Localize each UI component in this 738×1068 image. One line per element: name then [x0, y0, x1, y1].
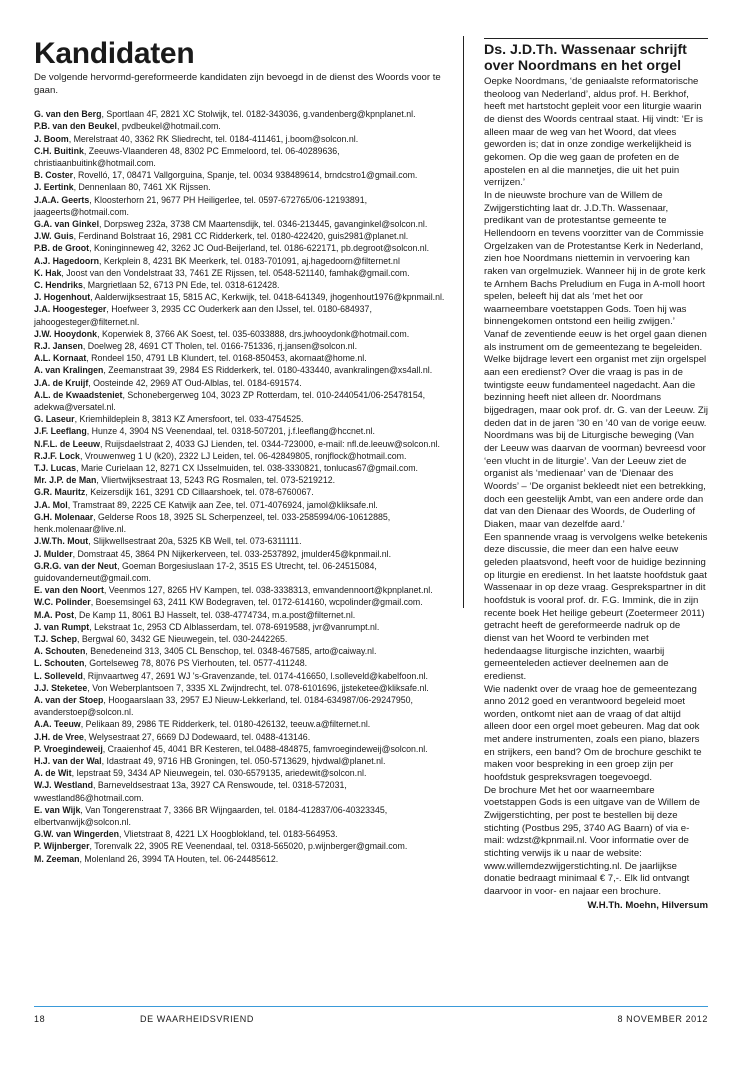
- candidate-details: , Rondeel 150, 4791 LB Klundert, tel. 0168-850453, akornaat@home.nl.: [86, 353, 367, 364]
- candidate-details: , Koninginneweg 42, 3262 JC Oud-Beijerland, tel. 0186-622171, pb.degroot@solcon.nl.: [89, 243, 430, 254]
- candidate-name: N.F.L. de Leeuw: [34, 438, 100, 449]
- candidate-details: , Vliertwijksestraat 13, 5243 RG Rosmalen, tel. 073-5219212.: [96, 475, 336, 486]
- candidate-name: R.J.F. Lock: [34, 450, 80, 461]
- article-author: W.H.Th. Moehn, Hilversum: [587, 899, 708, 911]
- candidate-entry: [34, 743, 448, 755]
- candidate-name: J.H. de Vree: [34, 731, 84, 742]
- article-title: Ds. J.D.Th. Wassenaar schrijft over Noordmans en het orgel: [484, 38, 708, 74]
- article-paragraph: Wie nadenkt over de vraag hoe de gemeentezang anno 2012 goed en verantwoord begeleid moet worden, ontkomt niet aan de vraag of dat altijd alleen door een orgel moet gebeuren. Mag dat ook met andere instrumenten, zoals een piano, blazers en strijkers, een band? Om de brochure geschikt te maken voor bespreking in een groep zijn per hoofdstuk gespreksvragen toegevoegd.: [484, 683, 702, 784]
- candidate-details: , Idastraat 49, 9716 HB Groningen, tel. 050-5713629, hjvdwal@planet.nl.: [101, 755, 386, 766]
- candidates-column: [34, 38, 448, 865]
- candidate-details: , Aalderwijksestraat 15, 5815 AC, Kerkwijk, tel. 0418-641349, jhogenhout1976@kpnmail.nl.: [90, 292, 445, 303]
- candidate-details: , Koperwiek 8, 3766 AK Soest, tel. 035-6033888, drs.jwhooydonk@hotmail.com.: [97, 328, 410, 339]
- candidate-entry: [34, 645, 448, 657]
- candidate-details: , Rijnvaartweg 47, 2691 WJ 's-Gravenzande, tel. 0174-416650, l.solleveld@kabelfoon.nl.: [82, 670, 428, 681]
- candidate-name: J.W. Hooydonk: [34, 328, 98, 339]
- candidate-entry: [34, 596, 448, 608]
- candidate-name: M.A. Post: [34, 609, 75, 620]
- candidate-details: , Ruijsdaelstraat 2, 4033 GJ Lienden, tel. 0344-723000, e-mail: nfl.de.leeuw@solcon.nl.: [100, 438, 440, 449]
- candidate-entry: [34, 755, 448, 767]
- candidate-entry: [34, 548, 448, 560]
- candidate-details: , Kloosterhorn 21, 9677 PH Heiligerlee, tel. 0597-672765/06-12193891, jaageerts@hotmail.com.: [34, 194, 368, 217]
- candidate-entry: [34, 340, 448, 352]
- candidate-entry: [34, 767, 448, 779]
- candidate-entry: [34, 657, 448, 669]
- candidate-entry: [34, 694, 448, 718]
- candidate-details: , Hoogaarslaan 33, 2957 EJ Nieuw-Lekkerland, tel. 0184-634987/06-29247950, avanderstoep@solcon.nl.: [34, 694, 413, 718]
- candidate-details: , Dorpsweg 232a, 3738 CM Maartensdijk, tel. 0346-213445, gavanginkel@solcon.nl.: [99, 219, 428, 230]
- candidate-entry: [34, 364, 448, 376]
- candidate-entry: [34, 853, 448, 865]
- article-body: [484, 76, 708, 899]
- candidate-name: Mr. J.P. de Man: [34, 475, 97, 486]
- candidate-entry: [34, 499, 448, 511]
- candidate-entry: [34, 731, 448, 743]
- candidate-details: , Merelstraat 40, 3362 RK Sliedrecht, tel. 0184-411461, j.boom@solcon.nl.: [68, 133, 359, 144]
- candidate-details: , Iepstraat 59, 3434 AP Nieuwegein, tel. 030-6579135, ariedewit@solcon.nl.: [71, 768, 367, 779]
- candidate-name: A.J. Hagedoorn: [34, 255, 100, 266]
- candidate-entry: [34, 584, 448, 596]
- candidate-details: , Rovelló, 17, 08471 Vallgorguina, Spanje, tel. 0034 938489614, brndcstro1@gmail.com.: [73, 170, 418, 181]
- candidate-details: , Kriemhildeplein 8, 3813 KZ Amersfoort, tel. 033-4754525.: [74, 414, 304, 425]
- candidate-entry: [34, 218, 448, 230]
- candidate-details: , Zeeuws-Vlaanderen 48, 8302 PC Emmeloord, tel. 06-40289636, christiaanbuitink@hotmail.com.: [34, 145, 340, 168]
- candidate-details: , Van Tongerenstraat 7, 3366 BR Wijngaarden, tel. 0184-412837/06-40323345, elbertvanwijk@solcon.nl.: [34, 804, 388, 827]
- candidate-entry: [34, 303, 448, 327]
- candidate-entry: [34, 194, 448, 218]
- candidate-entry: [34, 169, 448, 181]
- candidate-name: G.R.G. van der Neut: [34, 560, 118, 571]
- candidate-details: , Keizersdijk 161, 3291 CD Cillaarshoek, tel. 078-6760067.: [85, 487, 314, 498]
- candidate-name: J. Hogenhout: [34, 292, 91, 303]
- candidate-details: , Veenmos 127, 8265 HV Kampen, tel. 038-3338313, emvandennoort@kpnplanet.nl.: [103, 585, 433, 596]
- candidate-name: G. van den Berg: [34, 109, 102, 120]
- candidate-entry: [34, 840, 448, 852]
- candidate-name: T.J. Lucas: [34, 463, 77, 474]
- candidate-entry: [34, 108, 448, 120]
- candidate-name: P. Vroegindeweij: [34, 743, 103, 754]
- candidate-entry: [34, 328, 448, 340]
- candidate-name: W.C. Polinder: [34, 597, 91, 608]
- candidate-name: P.B. de Groot: [34, 243, 90, 254]
- candidate-entry: [34, 413, 448, 425]
- candidate-name: A. van Kralingen: [34, 365, 104, 376]
- candidate-list: [34, 108, 448, 865]
- candidate-entry: [34, 560, 448, 584]
- candidate-entry: [34, 279, 448, 291]
- candidate-name: J. Mulder: [34, 548, 73, 559]
- candidate-name: M. Zeeman: [34, 853, 80, 864]
- candidate-name: G. Laseur: [34, 414, 75, 425]
- candidate-details: , Pelikaan 89, 2986 TE Ridderkerk, tel. 0180-426132, teeuw.a@filternet.nl.: [80, 719, 371, 730]
- candidate-details: , Tramstraat 89, 2225 CE Katwijk aan Zee, tel. 071-4076924, jamol@kliksafe.nl.: [67, 499, 378, 510]
- candidate-details: , Vlietstraat 8, 4221 LX Hoogblokland, tel. 0183-564953.: [118, 829, 338, 840]
- article-column: [484, 38, 708, 912]
- candidates-intro: De volgende hervormd-gereformeerde kandidaten zijn bevoegd in de dienst des Woords voor te gaan.: [34, 72, 441, 96]
- candidate-entry: [34, 242, 448, 254]
- candidate-entry: [34, 633, 448, 645]
- candidate-entry: [34, 133, 448, 145]
- candidate-name: A. van der Stoep: [34, 694, 104, 705]
- candidate-entry: [34, 438, 448, 450]
- candidate-details: , Torenvalk 22, 3905 RE Veenendaal, tel. 0318-565020, p.wijnberger@gmail.com.: [89, 841, 408, 852]
- candidate-details: , Doelweg 28, 4691 CT Tholen, tel. 0166-751336, rj.jansen@solcon.nl.: [82, 341, 358, 352]
- candidate-details: , Slijkwellsestraat 20a, 5325 KB Well, tel. 073-6311111.: [88, 536, 302, 547]
- candidate-entry: [34, 291, 448, 303]
- candidate-name: J.F. Leeflang: [34, 426, 87, 437]
- candidate-name: C.H. Buitink: [34, 145, 84, 156]
- candidate-entry: [34, 267, 448, 279]
- candidate-entry: [34, 779, 448, 803]
- candidate-name: K. Hak: [34, 267, 62, 278]
- column-divider: [463, 36, 464, 608]
- candidate-entry: [34, 718, 448, 730]
- article-paragraph: Een spannende vraag is vervolgens welke betekenis deze discussie, die meer dan een halve eeuw geleden plaatsvond, heeft voor de huidige bezinning op liturgie en eredienst. In het laatste hoofdstuk gaat Wassenaar in op deze vraag. Gesprekspartner in dit hoofdstuk is vooral prof. dr. F.G. Immink, die in zijn recente boek Het heilige gebeurt (Zoetermeer 2011) getracht heeft de gereformeerde nadruk op de dienst van het Woord te verbinden met hedendaagse liturgische inzichten, waarbij gemeenteleden actiever deelnemen aan de eredienst.: [484, 531, 708, 682]
- candidate-entry: [34, 120, 448, 132]
- candidate-details: , Benedeneind 313, 3405 CL Benschop, tel. 0348-467585, arto@caiway.nl.: [85, 646, 377, 657]
- page-number: 18: [34, 1014, 46, 1024]
- candidate-details: , Von Weberplantsoen 7, 3335 XL Zwijndrecht, tel. 078-6101696, jjsteketee@kliksafe.nl.: [87, 682, 429, 693]
- candidate-name: H.J. van der Wal: [34, 755, 102, 766]
- candidate-name: J.W. Guis: [34, 231, 74, 242]
- candidate-details: , Zeemanstraat 39, 2984 ES Ridderkerk, tel. 0180-433440, avankralingen@xs4all.nl.: [103, 365, 433, 376]
- candidate-entry: [34, 145, 448, 169]
- candidate-name: J.A.A. Geerts: [34, 194, 90, 205]
- candidate-name: W.J. Westland: [34, 780, 93, 791]
- issue-date: 8 NOVEMBER 2012: [617, 1014, 708, 1024]
- candidate-name: B. Coster: [34, 170, 74, 181]
- candidate-entry: [34, 621, 448, 633]
- candidate-name: E. van Wijk: [34, 804, 81, 815]
- candidate-entry: [34, 450, 448, 462]
- article-paragraph: Oepke Noordmans, ‘de geniaalste reformatorische theoloog van Nederland’, aldus prof. H. Berkhof, heeft met hartstocht gepleit voor een liturgie waarin de dienst des Woords centraal staat. Hij vindt: ‘Er is alleen maar de weg van het Woord, dat vlees geworden is; dat in onze zondige werkelijkheid is gekomen. Op die weg gaan de profeten en de apostelen en al die mannetjes, die uit het puin verrijzen.’: [484, 76, 703, 189]
- candidate-entry: [34, 474, 448, 486]
- candidate-entry: [34, 511, 448, 535]
- candidate-entry: [34, 670, 448, 682]
- candidate-details: , Marie Curielaan 12, 8271 CX IJsselmuiden, tel. 038-3330821, tonlucas67@gmail.com.: [76, 463, 418, 474]
- candidate-details: , Gelderse Roos 18, 3925 SL Scherpenzeel, tel. 033-2585994/06-10612885, henk.molenaar@live.nl.: [34, 511, 391, 535]
- candidate-entry: [34, 181, 448, 193]
- candidate-details: , Schonebergerweg 104, 3023 ZP Rotterdam, tel. 010-2440541/06-25478154, adekwa@versatel.nl.: [34, 389, 426, 413]
- candidate-name: J.A. de Kruijf: [34, 377, 89, 388]
- candidate-name: C. Hendriks: [34, 280, 83, 291]
- candidate-entry: [34, 682, 448, 694]
- article-paragraph: De brochure Met het oor waarneembare voetstappen Gods is een uitgave van de Willem de Zwijgerstichting, per post te bestellen bij deze stichting (Postbus 295, 3740 AG Baarn) of via e-mail: wdzst@kpnmail.nl. Voor informatie over de stichting verwijs ik u naar de website: www.willemdezwijgerstichting.nl. De jaarlijkse donatie bedraagt minimaal € 7,-. Elk lid ontvangt daarvoor in voor- en najaar een brochure.: [484, 784, 700, 897]
- candidate-details: , Hunze 4, 3904 NS Veenendaal, tel. 0318-507201, j.f.leeflang@hccnet.nl.: [86, 426, 375, 437]
- candidate-entry: [34, 377, 448, 389]
- candidate-name: J.J. Steketee: [34, 682, 88, 693]
- candidate-name: J.A. Mol: [34, 499, 68, 510]
- candidate-name: G.R. Mauritz: [34, 487, 86, 498]
- candidate-details: , Dennenlaan 80, 7461 XK Rijssen.: [73, 182, 211, 193]
- candidate-name: J. van Rumpt: [34, 621, 90, 632]
- candidate-name: L. Solleveld: [34, 670, 83, 681]
- candidate-name: P.B. van den Beukel: [34, 121, 117, 132]
- magazine-name: DE WAARHEIDSVRIEND: [140, 1014, 254, 1024]
- candidate-name: J. Boom: [34, 133, 69, 144]
- candidate-details: , Lekstraat 1c, 2953 CD Alblasserdam, tel. 078-6919588, jvr@vanrumpt.nl.: [89, 621, 380, 632]
- candidate-details: , Oosteinde 42, 2969 AT Oud-Alblas, tel. 0184-691574.: [88, 377, 302, 388]
- candidate-details: , pvdbeukel@hotmail.com.: [116, 121, 221, 132]
- candidate-details: , Welysestraat 27, 6669 DJ Dodewaard, tel. 0488-413146.: [83, 731, 311, 742]
- candidate-name: A.A. Teeuw: [34, 719, 81, 730]
- candidate-entry: [34, 389, 448, 413]
- candidate-details: , Margrietlaan 52, 6713 PN Ede, tel. 0318-612428.: [82, 280, 280, 291]
- candidate-name: A.L. Kornaat: [34, 353, 87, 364]
- candidate-name: P. Wijnberger: [34, 841, 90, 852]
- candidate-entry: [34, 828, 448, 840]
- candidate-details: , De Kamp 11, 8061 BJ Hasselt, tel. 038-4774734, m.a.post@filternet.nl.: [74, 609, 356, 620]
- candidate-entry: [34, 425, 448, 437]
- candidate-name: A.L. de Kwaadsteniet: [34, 389, 123, 400]
- candidate-details: , Joost van den Vondelstraat 33, 7461 ZE Rijssen, tel. 0548-521140, famhak@gmail.com.: [61, 267, 410, 278]
- candidate-entry: [34, 609, 448, 621]
- candidate-name: A. de Wit: [34, 768, 72, 779]
- candidate-details: , Bergwal 60, 3432 GE Nieuwegein, tel. 030-2442265.: [77, 633, 288, 644]
- candidate-name: J. Eertink: [34, 182, 74, 193]
- candidate-entry: [34, 535, 448, 547]
- candidate-details: , Vrouwenweg 1 U (k20), 2322 LJ Leiden, tel. 06-42849805, ronjflock@hotmail.com.: [79, 450, 407, 461]
- candidate-name: E. van den Noort: [34, 585, 104, 596]
- candidate-name: G.A. van Ginkel: [34, 219, 100, 230]
- candidate-entry: [34, 255, 448, 267]
- candidate-details: , Boesemsingel 63, 2411 KW Bodegraven, tel. 0172-614160, wcpolinder@gmail.com.: [90, 597, 423, 608]
- candidate-entry: [34, 486, 448, 498]
- candidate-details: , Kerkplein 8, 4231 BK Meerkerk, tel. 0183-701091, aj.hagedoorn@filternet.nl: [99, 255, 400, 266]
- candidate-name: G.W. van Wingerden: [34, 829, 119, 840]
- candidate-name: G.H. Molenaar: [34, 511, 94, 522]
- candidate-name: J.A. Hoogesteger: [34, 304, 107, 315]
- candidate-name: T.J. Schep: [34, 633, 78, 644]
- article-paragraph: In de nieuwste brochure van de Willem de Zwijgerstichting laat dr. J.D.Th. Wassenaar, predikant van de protestantse gemeente te Hellendoorn en tevens voorzitter van de Commissie Orgelzaken van de Protestantse Kerk in Nederland, zien hoe Noordmans niettemin in vervoering kan raken van orgelmuziek. Wanneer hij in de grote kerk te Arnhem Bachs Preludium en Fuga in A-moll hoort spelen, beleeft hij dat als ‘met het oor waarneembare voetstappen Gods. Toen hij was binnengekomen ontstond een heilig zwijgen.’: [484, 189, 706, 328]
- candidate-details: , Domstraat 45, 3864 PN Nijkerkerveen, tel. 033-2537892, jmulder45@kpnmail.nl.: [72, 548, 392, 559]
- footer-rule: [34, 1006, 708, 1007]
- candidate-details: , Craaienhof 45, 4041 BR Kesteren, tel.0488-484875, famvroegindeweij@solcon.nl.: [102, 743, 428, 754]
- candidate-details: , Molenland 26, 3994 TA Houten, tel. 06-24485612.: [79, 853, 279, 864]
- candidate-name: A. Schouten: [34, 646, 86, 657]
- candidate-entry: [34, 462, 448, 474]
- candidates-title: Kandidaten: [34, 37, 195, 70]
- candidate-details: , Barneveldsestraat 13a, 3927 CA Renswoude, tel. 0318-572031, wwestland86@hotmail.com.: [34, 780, 347, 803]
- candidate-details: , Goeman Borgesiuslaan 17-2, 3515 ES Utrecht, tel. 06-24515084, guidovanderneut@gmail.com.: [34, 560, 377, 583]
- candidate-details: , Sportlaan 4F, 2821 XC Stolwijk, tel. 0182-343036, g.vandenberg@kpnplanet.nl.: [101, 109, 416, 120]
- candidate-name: L. Schouten: [34, 658, 85, 669]
- candidate-name: R.J. Jansen: [34, 341, 83, 352]
- candidate-details: , Gortelseweg 78, 8076 PS Vierhouten, tel. 0577-411248.: [84, 658, 308, 669]
- candidate-entry: [34, 804, 448, 828]
- article-paragraph: Vanaf de zeventiende eeuw is het orgel gaan dienen als instrument om de gemeentezang te begeleiden. Welke bijdrage levert een organist met zijn orgelspel aan een eredienst? Over die vraag is pas in de twintigste eeuw fundamenteel nagedacht. Aan die bezinning heeft niet alleen dr. Noordmans bijgedragen, maar ook prof. dr. G. van der Leeuw. Zij deden dat in de jaren ’30 en ’40 van de vorige eeuw. Noordmans was bij de Liturgische beweging (Van der Leeuw was daarvan de voorman) bevreesd voor ‘een vlucht in de liturgie’. Van der Leeuw ziet de organist als ‘medienaar’ van de ‘Dienaar des Woords’ – ‘De organist bekleedt niet een betrekking, doch een geestelijk Ambt, van een andere orde dan dat van den Dienaar des Woords, de Ouderling of Diaken, maar van dezelfde aard.’: [484, 329, 708, 530]
- candidate-name: J.W.Th. Mout: [34, 536, 89, 547]
- candidate-details: , Ferdinand Bolstraat 16, 2981 CC Ridderkerk, tel. 0180-422420, guis2981@planet.nl.: [73, 231, 409, 242]
- candidate-entry: [34, 230, 448, 242]
- candidate-entry: [34, 352, 448, 364]
- candidate-details: , Hoefweer 3, 2935 CC Ouderkerk aan den IJssel, tel. 0180-684937, jahoogesteger@filternet.nl.: [34, 304, 372, 327]
